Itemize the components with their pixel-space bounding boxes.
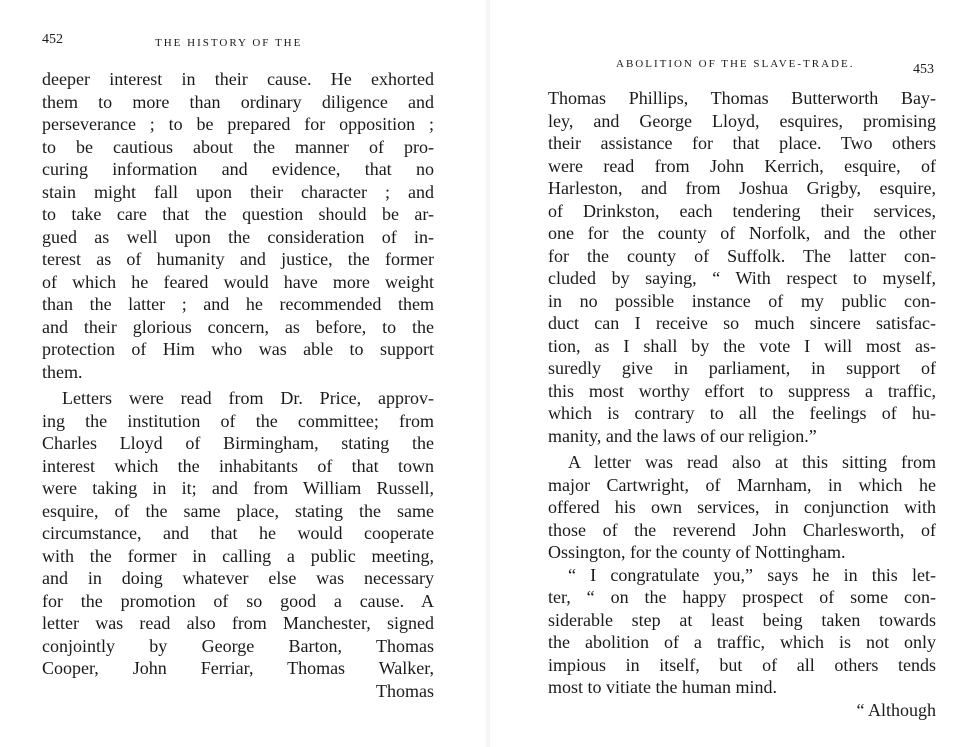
- text-line: letter was read also from Manchester, signed: [42, 613, 434, 633]
- text-line: Thomas Phillips, Thomas Butterworth Bay-: [548, 88, 936, 108]
- text-line: perseverance ; to be prepared for opposition ;: [42, 114, 434, 134]
- text-line: esquire, of the same place, stating the same: [42, 500, 434, 521]
- text-line: ter, “ on the happy prospect of some con-: [548, 587, 936, 607]
- running-head: ABOLITION OF THE SLAVE-TRADE.: [616, 58, 855, 70]
- text-line: Cooper, John Ferriar, Thomas Walker,: [42, 658, 434, 678]
- text-line: ley, and George Lloyd, esquires, promising: [548, 110, 936, 131]
- text-line: were taking in it; and from William Russell,: [42, 478, 434, 498]
- catchword: “ Although: [856, 699, 936, 720]
- text-line: and in doing whatever else was necessary: [42, 568, 434, 588]
- text-line: impious in itself, but of all others tends: [548, 654, 936, 675]
- text-line: them to more than ordinary diligence and: [42, 91, 434, 112]
- text-line: in no possible instance of my public con-: [548, 290, 936, 311]
- text-line: and their glorious concern, as before, to the: [42, 316, 434, 337]
- catchword: Thomas: [376, 680, 434, 701]
- text-line: deeper interest in their cause. He exhorted: [42, 69, 434, 89]
- text-line: Ossington, for the county of Nottingham.: [548, 542, 846, 562]
- text-line: ing the institution of the committee; from: [42, 410, 434, 431]
- text-line: A letter was read also at this sitting from: [568, 452, 936, 472]
- text-line: Letters were read from Dr. Price, approv-: [62, 388, 434, 408]
- text-line: the abolition of a traffic, which is not only: [548, 632, 936, 652]
- body-text: [42, 68, 434, 702]
- text-line: one for the county of Norfolk, and the other: [548, 223, 936, 243]
- text-line: interest which the inhabitants of that town: [42, 455, 434, 476]
- text-line: stain might fall upon their character ; and: [42, 181, 434, 202]
- page-number: 453: [913, 62, 934, 77]
- text-line: “ I congratulate you,” says he in this let-: [568, 564, 936, 585]
- text-line: siderable step at least being taken towards: [548, 609, 936, 630]
- text-line: circumstance, and that he would cooperate: [42, 523, 434, 543]
- text-line: major Cartwright, of Marnham, in which he: [548, 474, 936, 495]
- text-line: most to vitiate the human mind.: [548, 677, 777, 697]
- text-line: gued as well upon the consideration of in-: [42, 226, 434, 247]
- text-line: tion, as I shall by the vote I will most as-: [548, 335, 936, 356]
- text-line: manity, and the laws of our religion.”: [548, 425, 817, 446]
- text-line: for the promotion of so good a cause. A: [42, 590, 434, 611]
- text-line: terest as of humanity and justice, the former: [42, 249, 434, 269]
- text-line: protection of Him who was able to support: [42, 339, 434, 359]
- text-line: curing information and evidence, that no: [42, 159, 434, 179]
- right-page: [490, 0, 980, 747]
- text-line: those of the reverend John Charlesworth, of: [548, 519, 936, 540]
- text-line: of which he feared would have more weight: [42, 271, 434, 292]
- text-line: them.: [42, 361, 83, 382]
- text-line: cluded by saying, “ With respect to myself,: [548, 268, 936, 288]
- page-number: 452: [42, 32, 63, 47]
- text-line: Harleston, and from Joshua Grigby, esquire,: [548, 178, 936, 198]
- text-line: which is contrary to all the feelings of hu-: [548, 403, 936, 423]
- text-line: with the former in calling a public meeting,: [42, 545, 434, 566]
- text-line: offered his own services, in conjunction with: [548, 497, 936, 517]
- text-line: suredly give in parliament, in support of: [548, 358, 936, 378]
- text-line: were read from John Kerrich, esquire, of: [548, 155, 936, 176]
- text-line: for the county of Suffolk. The latter con-: [548, 245, 936, 266]
- text-line: duct can I receive so much sincere satisfac-: [548, 313, 936, 333]
- text-line: conjointly by George Barton, Thomas: [42, 635, 434, 656]
- body-text: [548, 87, 936, 721]
- text-line: to take care that the question should be ar-: [42, 204, 434, 224]
- text-line: than the latter ; and he recommended them: [42, 294, 434, 314]
- running-head: THE HISTORY OF THE: [155, 37, 303, 49]
- text-line: their assistance for that place. Two others: [548, 133, 936, 153]
- text-line: Charles Lloyd of Birmingham, stating the: [42, 433, 434, 453]
- text-line: this most worthy effort to suppress a traffic,: [548, 380, 936, 401]
- text-line: to be cautious about the manner of pro-: [42, 136, 434, 157]
- text-line: of Drinkston, each tendering their services,: [548, 200, 936, 221]
